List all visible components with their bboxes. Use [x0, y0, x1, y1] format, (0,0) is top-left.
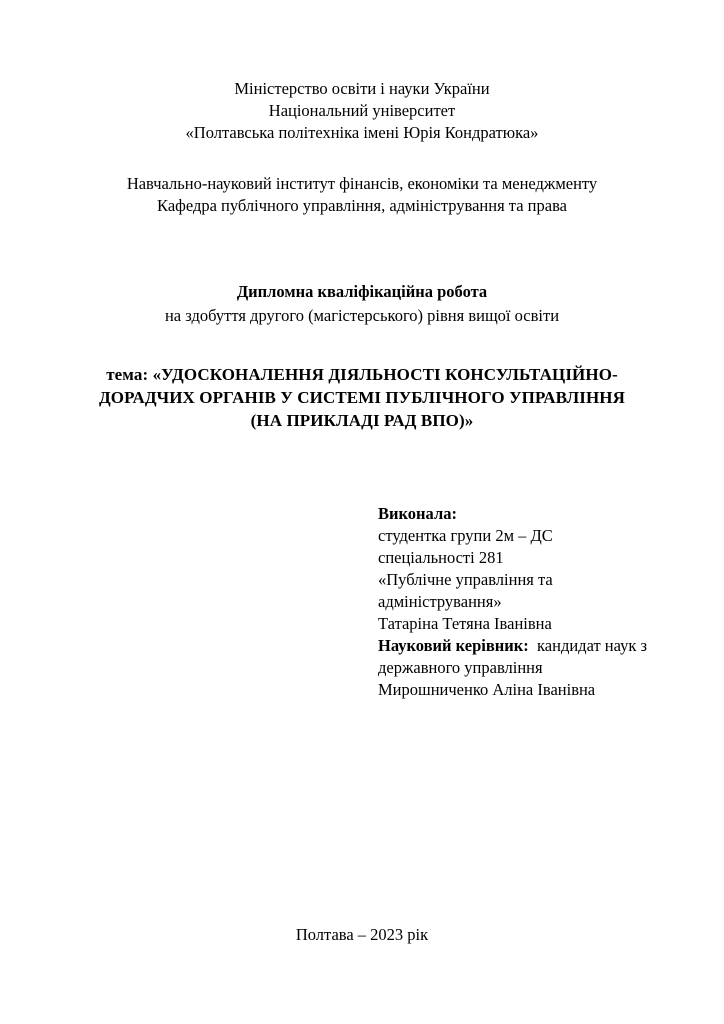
supervisor-degree-part-1: [529, 636, 537, 655]
ministry-line-3: «Полтавська політехніка імені Юрія Кондратюка»: [185, 122, 539, 142]
ministry-line-2: Національний університет: [268, 100, 456, 120]
theme-line-2: ДОРАДЧИХ ОРГАНІВ У СИСТЕМІ ПУБЛІЧНОГО УПРАВЛІННЯ: [99, 388, 625, 408]
work-type-block: [56, 281, 668, 327]
degree-line: на здобуття другого (магістерського) рівня вищої освіти: [164, 305, 560, 325]
supervisor-name: Мирошниченко Аліна Іванівна: [378, 679, 596, 699]
faculty-line-2: Кафедра публічного управління, адміністрування та права: [157, 196, 567, 216]
authors-block: [378, 503, 668, 700]
place-and-year: Полтава – 2023 рік: [295, 925, 429, 945]
supervisor-row: [378, 635, 668, 657]
performed-by-label: Виконала:: [378, 504, 457, 524]
supervisor-label: Науковий керівник:: [378, 635, 529, 655]
ministry-block: [56, 78, 668, 143]
footer-block: [0, 924, 724, 946]
theme-line-3: (НА ПРИКЛАДІ РАД ВПО)»: [250, 411, 474, 431]
work-type-title: Дипломна кваліфікаційна робота: [236, 281, 488, 301]
theme-block: [56, 364, 668, 433]
specialty-name: «Публічне управління та адміністрування»: [378, 569, 557, 611]
theme-line-1: тема: «УДОСКОНАЛЕННЯ ДІЯЛЬНОСТІ КОНСУЛЬТАЦІЙНО-: [106, 365, 618, 385]
student-group: студентка групи 2м – ДС: [378, 526, 553, 546]
student-name: Татаріна Тетяна Іванівна: [378, 613, 552, 633]
faculty-line-1: Навчально-науковий інститут фінансів, економіки та менеджменту: [126, 174, 598, 194]
supervisor-degree-2: державного управління: [378, 657, 543, 677]
faculty-block: [56, 173, 668, 217]
specialty-code: спеціальності 281: [378, 548, 504, 568]
supervisor-degree-1: кандидат наук з: [537, 635, 648, 655]
ministry-line-1: Міністерство освіти і науки України: [234, 79, 490, 98]
